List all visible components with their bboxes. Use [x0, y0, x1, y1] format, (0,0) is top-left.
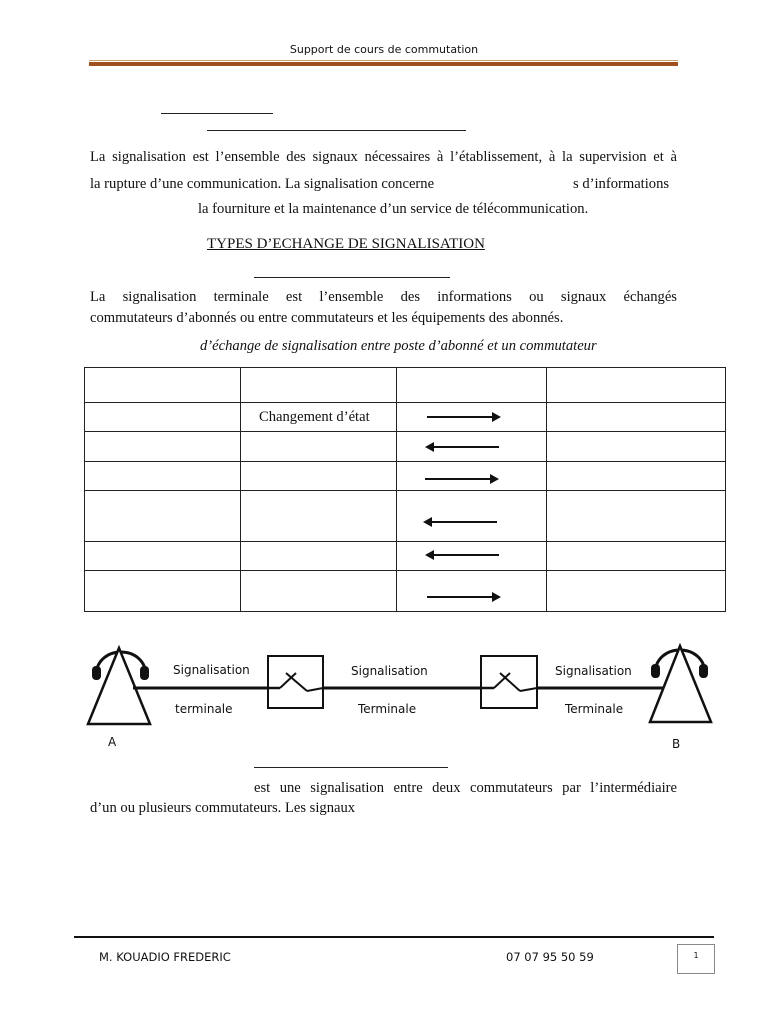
label-right-bottom: Terminale	[565, 702, 624, 716]
footer-author: M. KOUADIO FREDERIC	[99, 950, 231, 964]
terminal-line-2: commutateurs d’abonnés ou entre commutateurs et les équipements des abonnés.	[90, 310, 564, 326]
label-left-top: Signalisation	[173, 663, 250, 677]
table-row	[85, 491, 726, 542]
arrow-right-icon	[425, 478, 497, 480]
network-line-1: est une signalisation entre deux commutateurs par l’intermédiaire	[254, 780, 677, 796]
intro-line-3: la fourniture et la maintenance d’un service de télécommunication.	[198, 201, 589, 217]
switch-icon	[268, 656, 323, 708]
arrow-left-icon	[425, 521, 497, 523]
arrow-right-icon	[427, 596, 499, 598]
page-number: 1	[677, 944, 715, 974]
table-caption: d’échange de signalisation entre poste d’abonné et un commutateur	[200, 338, 597, 354]
label-a: A	[108, 735, 117, 749]
signal-table	[84, 367, 726, 612]
footer-rule	[74, 936, 714, 938]
terminal-line-1: La signalisation terminale est l’ensemble des informations ou signaux échangés	[90, 289, 677, 305]
heading-underline-2	[207, 130, 466, 131]
label-b: B	[672, 737, 681, 751]
arrow-left-icon	[427, 554, 499, 556]
switch-icon	[481, 656, 537, 708]
label-mid-top: Signalisation	[351, 664, 428, 678]
intro-line-2b: s d’informations	[573, 176, 670, 192]
arrow-right-icon	[427, 416, 499, 418]
header-title: Support de cours de commutation	[289, 43, 479, 56]
label-left-bottom: terminale	[175, 702, 233, 716]
header-rule-thin	[89, 60, 678, 61]
table-cell-text: Changement d’état	[259, 409, 370, 425]
table-row	[85, 403, 726, 432]
table-row	[85, 462, 726, 491]
section-heading: TYPES D’ECHANGE DE SIGNALISATION	[207, 236, 485, 252]
heading-underline-1	[161, 113, 273, 114]
subscriber-b-icon	[650, 646, 711, 722]
table-row	[85, 432, 726, 462]
label-mid-bottom: Terminale	[358, 702, 417, 716]
arrow-left-icon	[427, 446, 499, 448]
subheading-underline-2	[254, 767, 448, 768]
table-row	[85, 571, 726, 612]
network-line-2: d’un ou plusieurs commutateurs. Les signaux	[90, 800, 356, 816]
table-row	[85, 542, 726, 571]
label-right-top: Signalisation	[555, 664, 632, 678]
subscriber-a-icon	[88, 648, 150, 724]
header-rule-thick	[89, 62, 678, 66]
table-row	[85, 368, 726, 403]
intro-line-2a: la rupture d’une communication. La signalisation concerne	[90, 176, 435, 192]
subheading-underline	[254, 277, 450, 278]
intro-line-1: La signalisation est l’ensemble des signaux nécessaires à l’établissement, à la supervision et à	[90, 149, 677, 165]
footer-phone: 07 07 95 50 59	[506, 950, 594, 964]
